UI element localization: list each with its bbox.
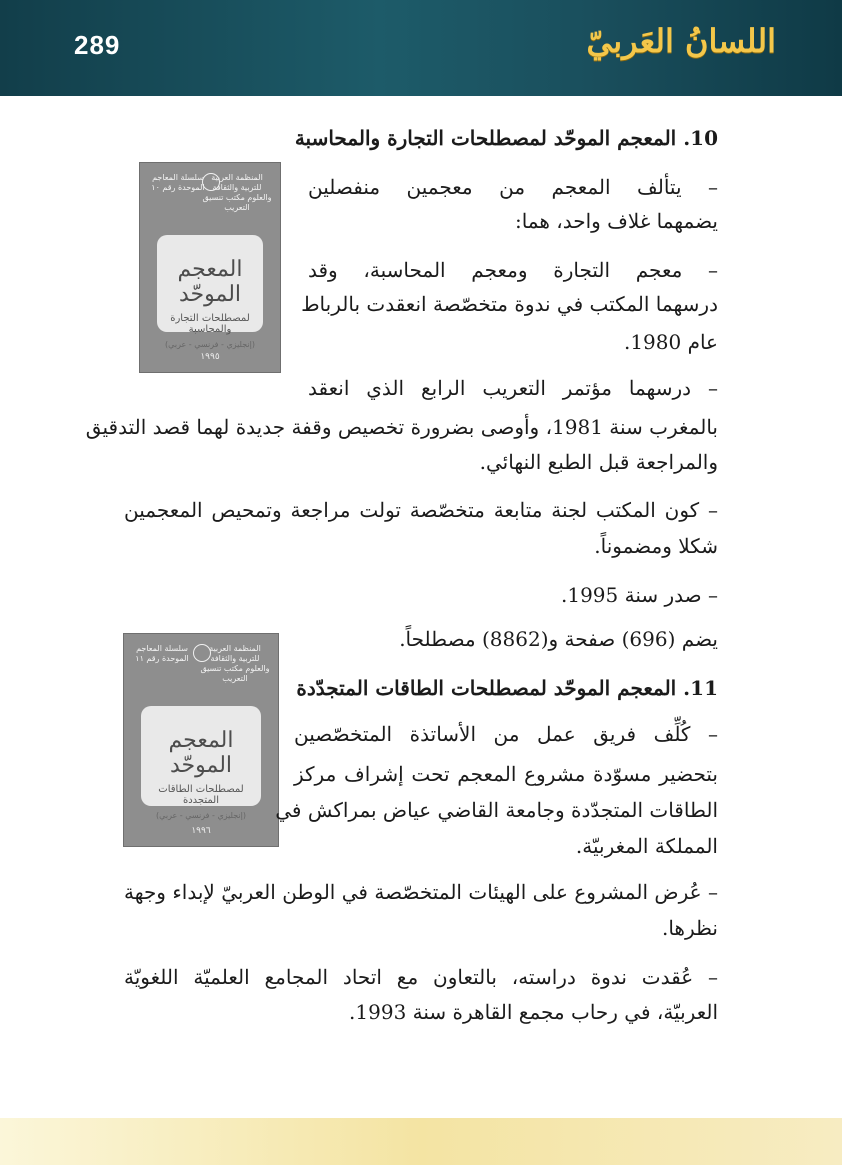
page-header bbox=[0, 0, 842, 96]
paragraph-line: شكلا ومضموناً. bbox=[594, 534, 718, 558]
cover-title-panel bbox=[141, 706, 261, 820]
page-number: 289 bbox=[74, 30, 121, 60]
paragraph-line: الطاقات المتجدّدة وجامعة القاضي عياض بمراكش في bbox=[275, 798, 718, 822]
cover-languages: (إنجليزي - فرنسي - عربي) bbox=[156, 811, 246, 820]
paragraph-line: – صدر سنة 1995. bbox=[561, 583, 718, 607]
paragraph-line: – كون المكتب لجنة متابعة متخصّصة تولت مراجعة وتمحيص المعجمين bbox=[124, 498, 718, 522]
paragraph-line: المملكة المغربيّة. bbox=[575, 834, 718, 858]
paragraph-line: – درسهما مؤتمر التعريب الرابع الذي انعقد bbox=[308, 376, 718, 400]
cover-title: المعجم الموحّد bbox=[168, 728, 234, 778]
cover-title: المعجم الموحّد bbox=[177, 257, 243, 307]
cover-publisher-label: المنظمة العربية للتربية والثقافة والعلوم مكتب تنسيق التعريب bbox=[200, 644, 270, 683]
page-footer-band bbox=[0, 1118, 842, 1165]
cover-year: ١٩٩٦ bbox=[191, 826, 211, 836]
cover-series-label: سلسلة المعاجم الموحدة رقم ١١ bbox=[135, 644, 189, 663]
paragraph-line: – يتألف المعجم من معجمين منفصلين bbox=[308, 175, 718, 199]
book-cover-image bbox=[123, 633, 279, 847]
section-heading: 11. المعجم الموحّد لمصطلحات الطاقات المتجدّدة bbox=[296, 676, 718, 700]
paragraph-line: بتحضير مسوّدة مشروع المعجم تحت إشراف مركز bbox=[294, 762, 718, 786]
section-heading: 10. المعجم الموحّد لمصطلحات التجارة والمحاسبة bbox=[294, 126, 718, 150]
cover-series-label: سلسلة المعاجم الموحدة رقم ١٠ bbox=[151, 173, 205, 192]
paragraph-line: بالمغرب سنة 1981، وأوصى بضرورة تخصيص وقفة جديدة لهما قصد التدقيق bbox=[85, 415, 718, 439]
paragraph-line: – عُقدت ندوة دراسته، بالتعاون مع اتحاد المجامع العلميّة اللغويّة bbox=[124, 965, 718, 989]
paragraph-line: عام 1980. bbox=[623, 330, 718, 354]
paragraph-line: – عُرض المشروع على الهيئات المتخصّصة في الوطن العربيّ لإبداء وجهة bbox=[124, 880, 718, 904]
cover-subtitle: لمصطلحات التجارة والمحاسبة bbox=[170, 313, 250, 335]
paragraph-line: يضم (696) صفحة و(8862) مصطلحاً. bbox=[399, 627, 718, 651]
paragraph-line: درسهما المكتب في ندوة متخصّصة انعقدت بالرباط bbox=[301, 292, 718, 316]
paragraph-line: يضمهما غلاف واحد، هما: bbox=[514, 209, 718, 233]
paragraph-line: – معجم التجارة ومعجم المحاسبة، وقد bbox=[308, 258, 718, 282]
cover-title-panel bbox=[157, 235, 263, 349]
cover-year: ١٩٩٥ bbox=[200, 352, 220, 362]
cover-publisher-label: المنظمة العربية للتربية والثقافة والعلوم مكتب تنسيق التعريب bbox=[202, 173, 272, 212]
book-cover-image bbox=[139, 162, 281, 373]
paragraph-line: – كُلِّف فريق عمل من الأساتذة المتخصّصين bbox=[294, 722, 718, 746]
paragraph-line: والمراجعة قبل الطبع النهائي. bbox=[479, 450, 718, 474]
paragraph-line: نظرها. bbox=[661, 916, 718, 940]
cover-languages: (إنجليزي - فرنسي - عربي) bbox=[165, 340, 255, 349]
journal-logo: اللسانُ العَربيّ bbox=[586, 22, 776, 60]
paragraph-line: العربيّة، في رحاب مجمع القاهرة سنة 1993. bbox=[349, 1000, 718, 1024]
cover-subtitle: لمصطلحات الطاقات المتجددة bbox=[158, 784, 244, 806]
